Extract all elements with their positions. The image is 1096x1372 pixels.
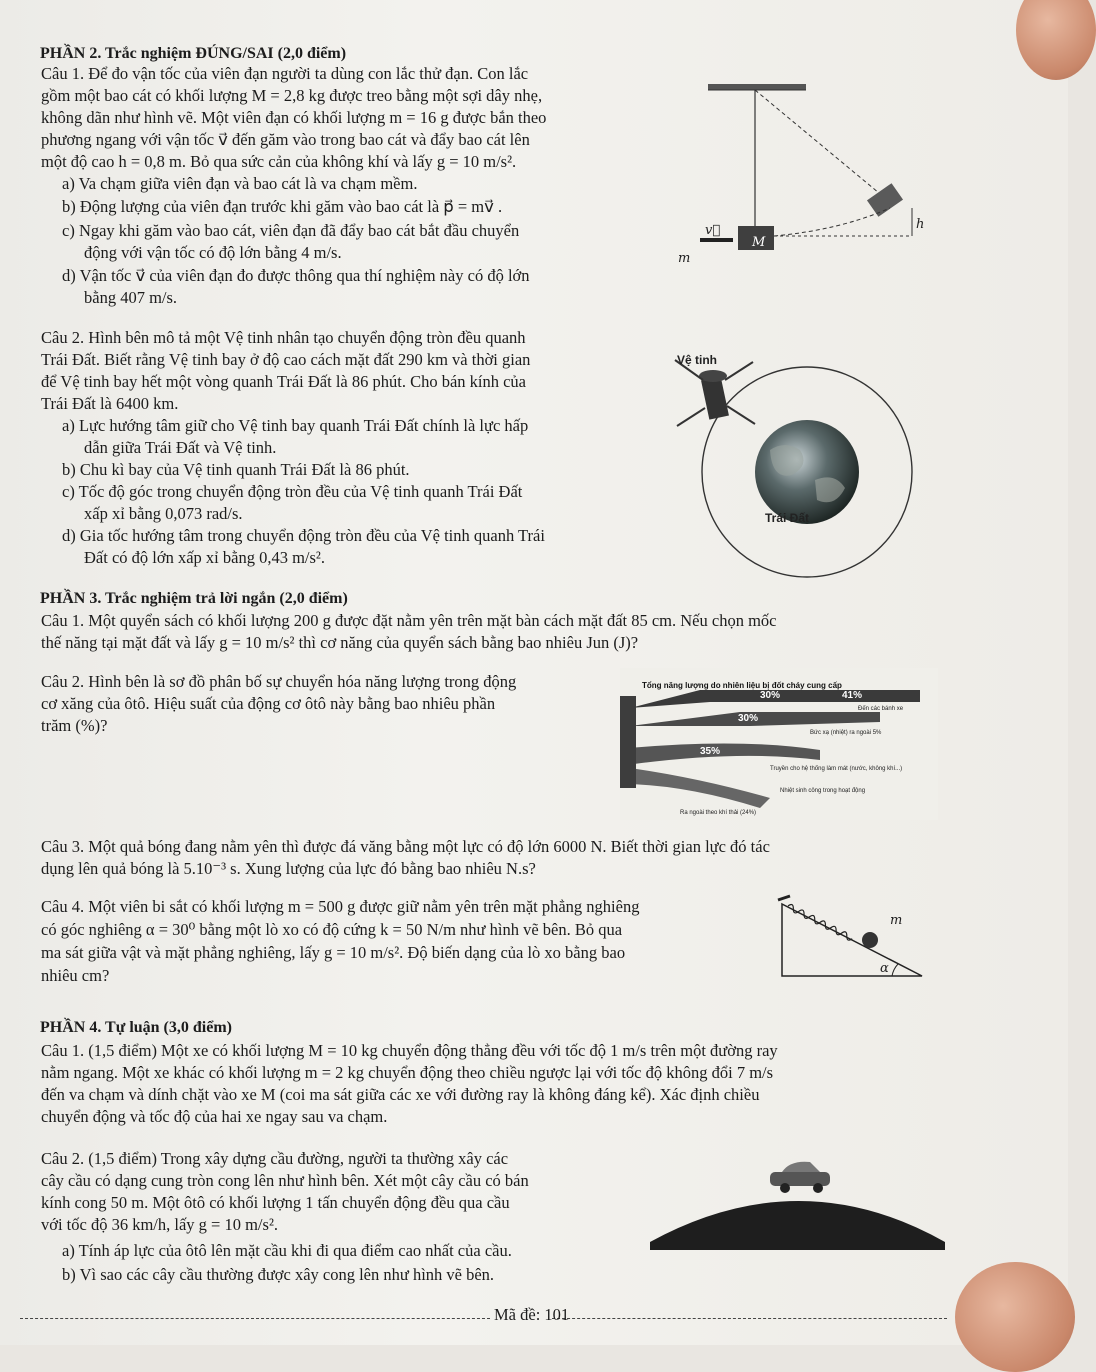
curved-bridge-figure [640, 1150, 950, 1250]
p4q1-line-1: Câu 1. (1,5 điểm) Một xe có khối lượng M = 10 kg chuyển động thẳng đều với tốc độ 1 m/s trên một đường ray [41, 1041, 778, 1060]
p2q1-line-2: gồm một bao cát có khối lượng M = 2,8 kg được treo bằng một sợi dây nhẹ, [41, 86, 543, 105]
part3-title: PHẦN 3. Trắc nghiệm trả lời ngắn (2,0 điểm) [40, 590, 348, 607]
p2q1-line-5: một độ cao h = 0,8 m. Bỏ qua sức cản của không khí và lấy g = 10 m/s². [41, 152, 517, 171]
finger-top-right [1016, 0, 1096, 80]
p3q1-line-1: Câu 1. Một quyển sách có khối lượng 200 g được đặt nằm yên trên mặt bàn cách mặt đất 85 cm. Nếu chọn mốc [41, 611, 777, 630]
p3q1-line-2: thế năng tại mặt đất và lấy g = 10 m/s² thì cơ năng của quyển sách bằng bao nhiêu Jun (J)? [41, 633, 639, 652]
ballistic-pendulum-figure [660, 78, 925, 278]
p3q2-line-1: Câu 2. Hình bên là sơ đồ phân bố sự chuyển hóa năng lượng trong động [41, 672, 517, 691]
p2q1-option-d-2: bằng 407 m/s. [84, 288, 178, 307]
p2q1-line-3: không dãn như hình vẽ. Một viên đạn có khối lượng m = 16 g được bắn theo [41, 108, 547, 127]
wheels-label: Đến các bánh xe [858, 706, 904, 712]
p2q2-line-4: Trái Đất là 6400 km. [41, 394, 179, 413]
p4q2-line-2: cây cầu có dạng cung tròn cong lên như hình bên. Xét một cây cầu có bán [41, 1171, 529, 1190]
p3q3-line-2: dụng lên quả bóng là 5.10⁻³ s. Xung lượng của lực đó bằng bao nhiêu N.s? [41, 859, 536, 878]
p2q2-option-d-1: d) Gia tốc hướng tâm trong chuyển động tròn đều của Vệ tinh quanh Trái [62, 526, 545, 545]
p4q2-option-a: a) Tính áp lực của ôtô lên mặt cầu khi đi qua điểm cao nhất của cầu. [62, 1241, 512, 1260]
incline-label-m: m [890, 913, 903, 928]
p4q2-line-1: Câu 2. (1,5 điểm) Trong xây dựng cầu đường, người ta thường xây các [41, 1149, 509, 1168]
string-swing [755, 90, 885, 198]
p2q1-line-1: Câu 1. Để đo vận tốc của viên đạn người ta dùng con lắc thử đạn. Con lắc [41, 64, 529, 83]
p3q4-line-2: có góc nghiêng α = 30⁰ bằng một lò xo có độ cứng k = 50 N/m như hình vẽ bên. Bỏ qua [41, 920, 623, 939]
pct-30a: 30% [760, 690, 781, 701]
p2q1-option-c-2: động với vận tốc có độ lớn bằng 4 m/s. [84, 243, 342, 262]
p3q3-line-1: Câu 3. Một quả bóng đang nằm yên thì được đá văng bằng một lực có độ lớn 6000 N. Biết thời gian lực đó tác [41, 837, 770, 856]
energy-flow-figure [620, 668, 938, 820]
exhaust-label: Ra ngoài theo khí thải (24%) [680, 810, 757, 816]
earth [755, 420, 859, 524]
earth-label: Trái Đất [765, 511, 810, 525]
p3q4-line-3: ma sát giữa vật và mặt phẳng nghiêng, lấy g = 10 m/s². Độ biến dạng của lò xo bằng bao [41, 943, 626, 962]
p2q2-line-1: Câu 2. Hình bên mô tả một Vệ tinh nhân tạo chuyển động tròn đều quanh [41, 328, 526, 347]
ceiling-support [708, 84, 806, 90]
energy-input-label: Tổng năng lượng do nhiên liệu bị đốt cháy cung cấp [642, 681, 842, 690]
p2q1-line-4: phương ngang với vận tốc v⃗ đến găm vào trong bao cát và đẩy bao cát lên [41, 130, 530, 149]
p4q2-line-4: với tốc độ 36 km/h, lấy g = 10 m/s². [41, 1215, 279, 1234]
bridge-arc [650, 1201, 945, 1250]
p2q1-option-a: a) Va chạm giữa viên đạn và bao cát là va chạm mềm. [62, 174, 418, 193]
p2q1-option-b: b) Động lượng của viên đạn trước khi găm vào bao cát là p⃗ = mv⃗ . [62, 197, 503, 216]
pct-35: 35% [700, 746, 721, 757]
finger-bottom-right [955, 1262, 1075, 1372]
other-label: Nhiệt sinh công trong hoạt động [780, 788, 866, 794]
fig-label-m: m [678, 251, 691, 266]
part4-title: PHẦN 4. Tự luận (3,0 điểm) [40, 1019, 232, 1036]
footer-rule-left [20, 1318, 490, 1319]
satellite-orbit-figure [645, 340, 930, 580]
p2q2-line-3: để Vệ tinh bay hết một vòng quanh Trái Đất là 86 phút. Cho bán kính của [41, 372, 527, 391]
fig-label-h: h [916, 217, 925, 232]
footer-rule-right [552, 1318, 947, 1319]
p4q1-line-4: chuyển động và tốc độ của hai xe ngay sau va chạm. [41, 1107, 388, 1126]
fig-label-M: M [752, 235, 766, 250]
p2q2-option-c-1: c) Tốc độ góc trong chuyển động tròn đều của Vệ tinh quanh Trái Đất [62, 482, 523, 501]
radiation-label: Bức xạ (nhiệt) ra ngoài 5% [810, 730, 882, 736]
fig-label-v: v⃗ [705, 223, 721, 238]
pct-41: 41% [842, 690, 863, 701]
sandbag-raised [867, 183, 903, 217]
p2q2-option-d-2: Đất có độ lớn xấp xỉ bằng 0,43 m/s². [84, 548, 325, 567]
p2q1-option-d-1: d) Vận tốc v⃗ của viên đạn đo được thông qua thí nghiệm này có độ lớn [62, 266, 530, 285]
p3q4-line-4: nhiêu cm? [41, 966, 110, 985]
satellite-label: Vệ tinh [677, 353, 718, 367]
cooling-label: Truyền cho hệ thống làm mát (nước, không khí...) [770, 766, 903, 772]
p2q1-option-c-1: c) Ngay khi găm vào bao cát, viên đạn đã đẩy bao cát bắt đầu chuyển [62, 221, 520, 240]
p2q2-line-2: Trái Đất. Biết rằng Vệ tinh bay ở độ cao cách mặt đất 290 km và thời gian [41, 350, 531, 369]
p4q1-line-3: đến va chạm và dính chặt vào xe M (coi ma sát giữa các xe với đường ray là không đáng kể). Xác định chiều [41, 1085, 760, 1104]
p2q2-option-c-2: xấp xỉ bằng 0,073 rad/s. [84, 504, 243, 523]
p2q2-option-a-2: dẫn giữa Trái Đất và Vệ tinh. [84, 438, 277, 457]
pct-30b: 30% [738, 713, 759, 724]
p3q4-line-1: Câu 4. Một viên bi sắt có khối lượng m = 500 g được giữ nằm yên trên mặt phẳng nghiêng [41, 897, 640, 916]
p4q2-line-3: kính cong 50 m. Một ôtô có khối lượng 1 tấn chuyển động đều qua cầu [41, 1193, 510, 1212]
incline-spring-figure [772, 894, 937, 984]
satellite [675, 360, 755, 426]
exam-code: Mã đề: 101 [494, 1305, 570, 1324]
p2q2-option-a-1: a) Lực hướng tâm giữ cho Vệ tinh bay quanh Trái Đất chính là lực hấp [62, 416, 529, 435]
p4q2-option-b: b) Vì sao các cây cầu thường được xây cong lên như hình vẽ bên. [62, 1265, 495, 1284]
part2-title: PHẦN 2. Trắc nghiệm ĐÚNG/SAI (2,0 điểm) [40, 45, 347, 62]
iron-ball [862, 932, 878, 948]
p2q2-option-b: b) Chu kì bay của Vệ tinh quanh Trái Đất là 86 phút. [62, 460, 410, 479]
p4q1-line-2: nằm ngang. Một xe khác có khối lượng m = 2 kg chuyển động theo chiều ngược lại với tốc độ không đổi 7 m/s [41, 1063, 774, 1082]
p3q2-line-3: trăm (%)? [41, 716, 108, 735]
p3q2-line-2: cơ xăng của ôtô. Hiệu suất của động cơ ôtô này bằng bao nhiêu phần [41, 694, 496, 713]
car [770, 1162, 830, 1193]
incline-label-alpha: α [880, 961, 889, 976]
